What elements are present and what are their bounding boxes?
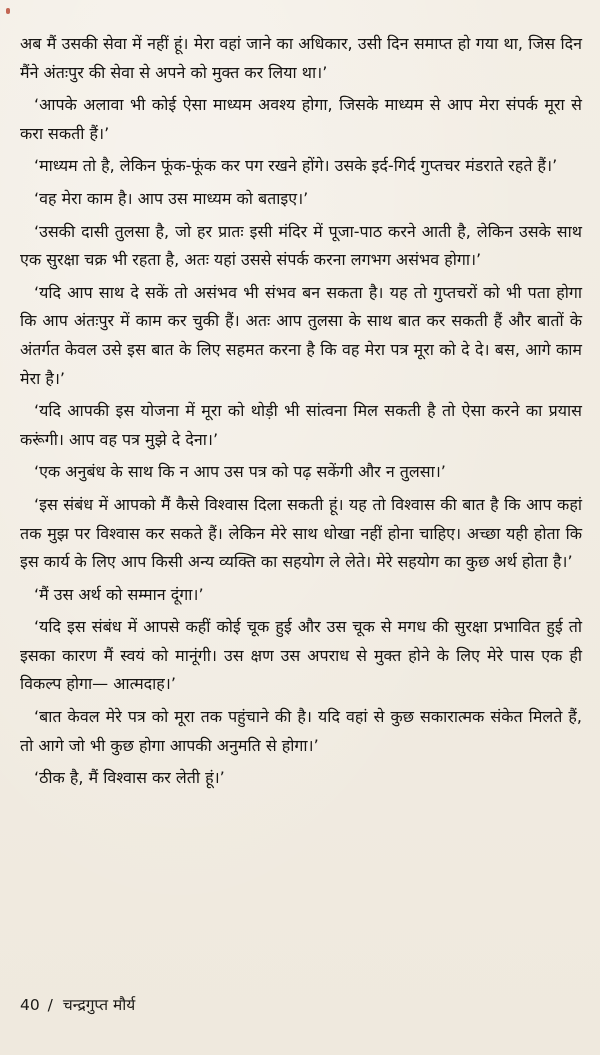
paragraph: ‘यदि आपकी इस योजना में मूरा को थोड़ी भी सांत्वना मिल सकती है तो ऐसा करने का प्रयास करूंगी। आप वह पत्र मुझे दे देना।’ bbox=[20, 401, 582, 449]
page-number: 40 bbox=[20, 996, 40, 1014]
paragraph: ‘बात केवल मेरे पत्र को मूरा तक पहुंचाने की है। यदि वहां से कुछ सकारात्मक संकेत मिलते हैं, तो आगे जो भी कुछ होगा आपकी अनुमति से होगा।’ bbox=[20, 707, 582, 755]
paragraph: अब मैं उसकी सेवा में नहीं हूं। मेरा वहां जाने का अधिकार, उसी दिन समाप्त हो गया था, जिस दिन मैंने अंतःपुर की सेवा से अपने को मुक्त कर लिया था।’ bbox=[20, 34, 582, 82]
paragraph: ‘इस संबंध में आपको मैं कैसे विश्वास दिला सकती हूं। यह तो विश्वास की बात है कि आप कहां तक मुझ पर विश्वास कर सकते हैं। लेकिन मेरे साथ धोखा नहीं होना चाहिए। अच्छा यही होता कि इस कार्य के लिए आप किसी अन्य व्यक्ति का सहयोग ले लेते। मेरे सहयोग का कुछ अर्थ होता है।’ bbox=[20, 494, 582, 572]
book-title: चन्द्रगुप्त मौर्य bbox=[62, 996, 136, 1014]
page-footer bbox=[20, 994, 135, 1016]
paragraph: ‘माध्यम तो है, लेकिन फूंक-फूंक कर पग रखने होंगे। उसके इर्द-गिर्द गुप्तचर मंडराते रहते हैं।’ bbox=[34, 156, 558, 176]
paragraph: ‘उसकी दासी तुलसा है, जो हर प्रातः इसी मंदिर में पूजा-पाठ करने आती है, लेकिन उसके साथ एक सुरक्षा चक्र भी रहता है, अतः यहां उससे संपर्क करना लगभग असंभव होगा।’ bbox=[20, 221, 582, 270]
paragraph: ‘ठीक है, मैं विश्वास कर लेती हूं।’ bbox=[34, 768, 225, 788]
footer-separator: / bbox=[47, 996, 53, 1014]
body-text bbox=[20, 30, 582, 797]
paragraph: ‘यदि इस संबंध में आपसे कहीं कोई चूक हुई और उस चूक से मगध की सुरक्षा प्रभावित हुई तो इसका कारण मैं स्वयं को मानूंगी। उस क्षण उस अपराध से मुक्त होने के लिए मेरे पास एक ही विकल्प होगा— आत्मदाह।’ bbox=[20, 617, 582, 694]
paragraph: ‘यदि आप साथ दे सकें तो असंभव भी संभव बन सकता है। यह तो गुप्तचरों को भी पता होगा कि आप अंतःपुर में काम कर चुकी हैं। अतः आप तुलसा के साथ बात कर सकती हैं और बातों के अंतर्गत केवल उसे इस बात के लिए सहमत करना है कि वह मेरा पत्र मूरा को दे दे। बस, आगे काम मेरा है।’ bbox=[20, 282, 582, 388]
paragraph: ‘आपके अलावा भी कोई ऐसा माध्यम अवश्य होगा, जिसके माध्यम से आप मेरा संपर्क मूरा से करा सकती हैं।’ bbox=[20, 95, 582, 143]
ink-mark bbox=[6, 8, 10, 14]
paragraph: ‘एक अनुबंध के साथ कि न आप उस पत्र को पढ़ सकेंगी और न तुलसा।’ bbox=[34, 462, 446, 482]
paragraph: ‘वह मेरा काम है। आप उस माध्यम को बताइए।’ bbox=[34, 188, 309, 208]
paragraph: ‘मैं उस अर्थ को सम्मान दूंगा।’ bbox=[34, 584, 204, 604]
